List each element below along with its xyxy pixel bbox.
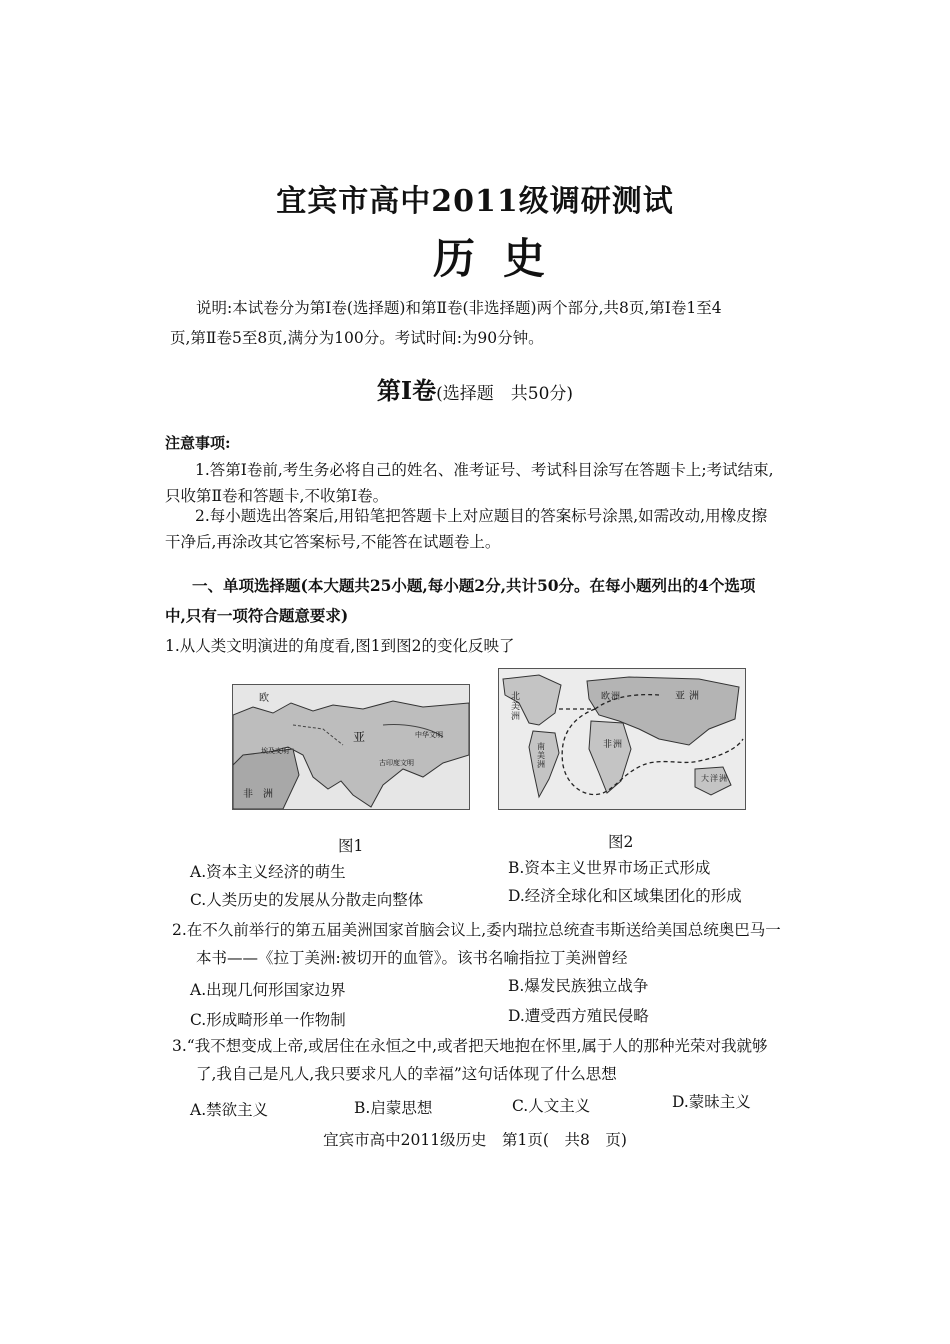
section-heading [0,371,950,406]
q2-line-2: 本书——《拉丁美洲:被切开的血管》。该书名喻指拉丁美洲曾经 [196,949,628,967]
instructions-line-1: 说明:本试卷分为第Ⅰ卷(选择题)和第Ⅱ卷(非选择题)两个部分,共8页,第Ⅰ卷1至4 [196,299,722,317]
q3-line-1: 3.“我不想变成上帝,或居住在永恒之中,或者把天地抱在怀里,属于人的那种光荣对我就够 [172,1037,768,1055]
fig2-label-ou: 欧 [601,692,611,702]
part1-heading-line-2: 中,只有一项符合题意要求) [165,606,349,625]
fig2-label-zhou4: 洲 [613,740,623,750]
fig2-label-zhou1: 洲 [511,712,521,722]
fig1-label-africa: 非 洲 [243,789,273,800]
q1-option-a: A.资本主义经济的萌生 [190,863,346,881]
figure-1-caption: 图1 [338,837,364,855]
fig1-label-india: 古印度文明 [379,759,414,767]
q1-option-c: C.人类历史的发展从分散走向整体 [190,891,424,909]
q2-line-1: 2.在不久前举行的第五届美洲国家首脑会议上,委内瑞拉总统查韦斯送给美国总统奥巴马一 [172,921,781,939]
fig2-label-bei: 北 [511,692,521,702]
fig1-label-egypt: 埃及文明 [261,747,289,755]
fig2-label-mei2: 美 [537,751,545,760]
q3-option-d: D.蒙昧主义 [672,1093,751,1111]
fig2-label-nan: 南 [537,742,545,751]
fig2-label-da: 大 [701,774,709,783]
fig2-label-ya: 亚 [675,691,685,702]
section-subtitle: (选择题 共50分) [436,384,574,404]
instructions-line-2: 页,第Ⅱ卷5至8页,满分为100分。考试时间:为90分钟。 [170,329,544,347]
figure-2-map [498,668,746,810]
q2-option-b: B.爆发民族独立战争 [508,977,649,995]
exam-title: 宜宾市高中2011级调研测试 [276,184,674,219]
note-2-line-2: 干净后,再涂改其它答案标号,不能答在试题卷上。 [165,533,501,551]
fig1-label-asia: 亚 [353,730,366,744]
figure-2-map-drawing [499,669,745,809]
note-1-line-1: 1.答第Ⅰ卷前,考生务必将自己的姓名、准考证号、考试科目涂写在答题卡上;考试结束, [195,461,774,479]
figure-1-map-drawing [233,685,469,809]
fig2-label-zhou6: 洲 [719,774,727,783]
q2-option-a: A.出现几何形国家边界 [190,981,346,999]
q2-option-d: D.遭受西方殖民侵略 [508,1007,649,1025]
fig2-label-fei: 非 [603,740,613,750]
q3-option-c: C.人文主义 [512,1097,591,1115]
q2-option-c: C.形成畸形单一作物制 [190,1011,346,1029]
fig2-label-zhou5: 洲 [537,760,545,769]
page-footer: 宜宾市高中2011级历史 第1页( 共8 页) [323,1131,627,1149]
notes-heading: 注意事项: [165,434,231,452]
figure-2-caption: 图2 [608,833,634,851]
q3-option-a: A.禁欲主义 [190,1101,269,1119]
fig2-label-zhou3: 洲 [689,691,699,702]
q3-option-b: B.启蒙思想 [354,1099,433,1117]
part1-heading-line-1: 一、单项选择题(本大题共25小题,每小题2分,共计50分。在每小题列出的4个选项 [192,576,756,595]
subject-title: 历史 [432,234,573,283]
fig1-label-china: 中华文明 [415,731,443,739]
fig2-label-zhou2: 洲 [611,692,621,702]
fig2-label-mei: 美 [511,702,521,712]
fig1-label-europe: 欧 [259,693,269,704]
q1-stem: 1.从人类文明演进的角度看,图1到图2的变化反映了 [165,637,515,655]
figure-1-map [232,684,470,810]
q1-option-d: D.经济全球化和区域集团化的形成 [508,887,742,905]
q3-line-2: 了,我自己是凡人,我只要求凡人的幸福”这句话体现了什么思想 [196,1065,617,1083]
note-1-line-2: 只收第Ⅱ卷和答题卡,不收第Ⅰ卷。 [165,487,389,505]
note-2-line-1: 2.每小题选出答案后,用铅笔把答题卡上对应题目的答案标号涂黑,如需改动,用橡皮擦 [195,507,768,525]
fig2-label-yang: 洋 [710,774,718,783]
q1-option-b: B.资本主义世界市场正式形成 [508,859,711,877]
section-title: 第Ⅰ卷 [376,376,437,405]
